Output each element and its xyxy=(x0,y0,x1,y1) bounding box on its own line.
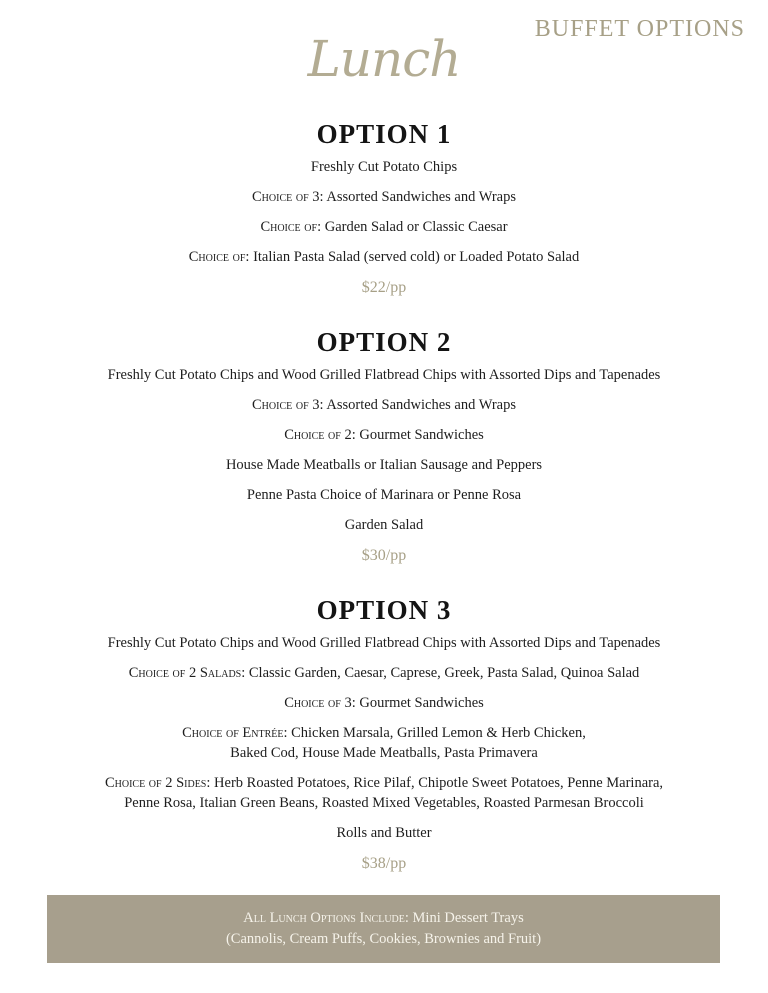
option-1-section xyxy=(0,117,768,299)
option-1-item xyxy=(0,217,768,237)
choice-label: Choice of 3: xyxy=(252,397,324,413)
footer-text: Mini Dessert Trays xyxy=(408,910,524,926)
footer-text: (Cannolis, Cream Puffs, Cookies, Brownies and Fruit) xyxy=(225,931,542,947)
choice-text: Italian Pasta Salad (served cold) or Loaded Potato Salad xyxy=(249,249,580,265)
choice-text: Herb Roasted Potatoes, Rice Pilaf, Chipotle Sweet Potatoes, Penne Marinara, xyxy=(210,775,664,791)
option-3-item xyxy=(0,663,768,683)
choice-text: Baked Cod, House Made Meatballs, Pasta Primavera xyxy=(230,745,538,761)
choice-label: Choice of 2 Salads: xyxy=(128,665,246,681)
option-2-item: Penne Pasta Choice of Marinara or Penne Rosa xyxy=(246,487,522,503)
option-3-item xyxy=(0,723,768,763)
menu-title: Lunch xyxy=(307,30,461,88)
option-2-item xyxy=(0,425,768,445)
header-label: BUFFET OPTIONS xyxy=(534,16,745,42)
option-1-item xyxy=(0,187,768,207)
choice-label: Choice of: xyxy=(260,219,322,235)
option-2-section xyxy=(0,325,768,567)
option-1-item: Freshly Cut Potato Chips xyxy=(310,159,458,175)
option-3-item: Rolls and Butter xyxy=(336,825,432,841)
choice-text: Gourmet Sandwiches xyxy=(355,695,484,711)
option-3-item xyxy=(0,773,768,813)
choice-text: Chicken Marsala, Grilled Lemon & Herb Chicken, xyxy=(287,725,586,741)
choice-text: Assorted Sandwiches and Wraps xyxy=(323,189,516,205)
option-1-item xyxy=(0,247,768,267)
choice-text: Gourmet Sandwiches xyxy=(355,427,484,443)
option-3-price: $38/pp xyxy=(361,855,407,872)
option-2-price: $30/pp xyxy=(361,547,407,564)
option-3-item xyxy=(0,693,768,713)
choice-label: Choice of 3: xyxy=(284,695,356,711)
choice-label: Choice of 2 Sides: xyxy=(104,775,211,791)
choice-text: Assorted Sandwiches and Wraps xyxy=(323,397,516,413)
footer-label: All Lunch Options Include: xyxy=(243,910,409,926)
choice-text: Penne Rosa, Italian Green Beans, Roasted Mixed Vegetables, Roasted Parmesan Broccoli xyxy=(124,795,644,811)
option-3-item: Freshly Cut Potato Chips and Wood Grilled Flatbread Chips with Assorted Dips and Tapenades xyxy=(107,635,661,651)
choice-text: Garden Salad or Classic Caesar xyxy=(321,219,508,235)
option-2-item xyxy=(0,395,768,415)
choice-label: Choice of 3: xyxy=(252,189,324,205)
footer-banner xyxy=(47,895,720,963)
option-3-title: OPTION 3 xyxy=(316,595,452,625)
option-2-item: Garden Salad xyxy=(344,517,424,533)
choice-text: Classic Garden, Caesar, Caprese, Greek, Pasta Salad, Quinoa Salad xyxy=(245,665,640,681)
option-3-section xyxy=(0,593,768,875)
choice-label: Choice of Entrée: xyxy=(182,725,288,741)
option-2-item: House Made Meatballs or Italian Sausage and Peppers xyxy=(225,457,543,473)
choice-label: Choice of 2: xyxy=(284,427,356,443)
option-2-title: OPTION 2 xyxy=(316,327,452,357)
option-1-title: OPTION 1 xyxy=(316,119,452,149)
choice-label: Choice of: xyxy=(188,249,250,265)
option-1-price: $22/pp xyxy=(361,279,407,296)
option-2-item: Freshly Cut Potato Chips and Wood Grilled Flatbread Chips with Assorted Dips and Tapenades xyxy=(107,367,661,383)
